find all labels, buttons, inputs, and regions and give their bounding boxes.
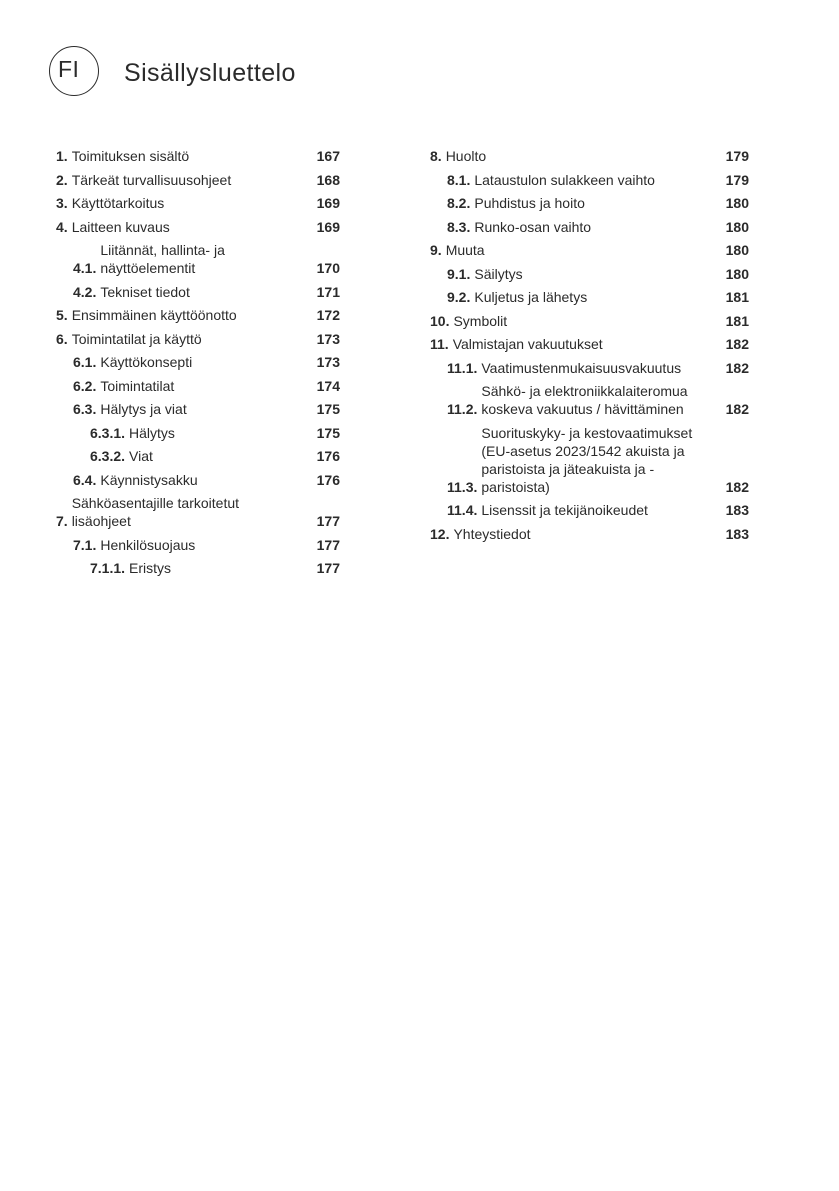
toc-entry[interactable] [430,241,749,259]
toc-entry-page: 175 [316,401,340,417]
toc-entry[interactable] [56,494,340,530]
toc-entry-page: 180 [725,195,749,211]
toc-entry-page: 182 [725,336,749,352]
toc-entry-page: 183 [725,502,749,518]
toc-entry-page: 179 [725,148,749,164]
toc-entry-title: Puhdistus ja hoito [474,195,585,211]
toc-entry[interactable] [430,312,749,330]
toc-entry[interactable] [430,194,749,212]
toc-entry[interactable] [56,171,340,189]
toc-entry-number: 7.1. [73,536,97,553]
toc-entry[interactable] [56,559,340,577]
toc-entry-number: 6.2. [73,377,97,394]
toc-column-left [56,147,340,583]
toc-entry[interactable] [56,353,340,371]
toc-entry[interactable] [56,330,340,348]
toc-entry-page: 175 [316,424,340,441]
toc-entry-title: Runko-osan vaihto [474,218,592,235]
toc-entry-page: 169 [316,218,340,235]
toc-entry-page: 182 [725,478,749,495]
toc-entry[interactable] [56,241,340,277]
toc-entry-page: 177 [316,536,340,553]
toc-entry-page: 177 [316,560,340,576]
toc-entry-title: Laitteen kuvaus [71,218,170,235]
toc-entry-page: 181 [725,312,749,329]
toc-entry-page: 171 [316,283,340,300]
toc-entry[interactable] [56,306,340,324]
toc-entry-number: 7. [56,513,68,529]
toc-entry-number: 6.3.2. [90,448,126,464]
toc-entry-number: 4.2. [73,283,97,300]
toc-entry[interactable] [430,147,749,165]
toc-entry-number: 6.4. [73,471,97,488]
toc-entry-page: 169 [316,195,340,211]
toc-entry-title: Toimintatilat ja käyttö [71,330,202,347]
toc-entry[interactable] [56,377,340,395]
toc-entry-page: 173 [316,354,340,370]
toc-entry-title: Ensimmäinen käyttöönotto [71,307,237,323]
toc-entry-number: 4.1. [73,260,97,276]
toc-entry[interactable] [430,288,749,306]
toc-entry-page: 173 [316,330,340,347]
toc-entry-number: 5. [56,307,68,323]
toc-entry-title: Viat [129,448,153,464]
toc-entry-number: 8. [430,148,442,164]
toc-entry-title: Toimituksen sisältö [71,148,190,164]
language-code: FI [58,56,80,82]
toc-entry-number: 4. [56,218,68,235]
toc-entry-number: 6.3. [73,401,97,417]
toc-entry[interactable] [56,447,340,465]
toc-entry-title: Eristys [129,560,172,576]
toc-entry-number: 2. [56,171,68,188]
toc-entry-number: 1. [56,148,68,164]
toc-entry[interactable] [56,424,340,442]
toc-entry-number: 9.2. [447,289,471,305]
toc-entry[interactable] [56,283,340,301]
toc-entry-title: Huolto [445,148,487,164]
toc-entry-number: 10. [430,312,450,329]
toc-entry-number: 11.4. [447,502,478,518]
toc-entry-title: Sähköasentajille tarkoitetut lisäohjeet [71,495,240,529]
toc-entry-page: 167 [316,148,340,164]
toc-entry-page: 176 [316,448,340,464]
toc-entry-page: 180 [725,218,749,235]
toc-entry-page: 176 [316,471,340,488]
toc-entry[interactable] [56,400,340,418]
toc-entry-page: 168 [316,171,340,188]
toc-entry[interactable] [56,147,340,165]
toc-entry-title: Suorituskyky- ja kestovaatimukset (EU-asetus 2023/1542 akuista ja paristoista ja jäteakuista ja - paristoista) [481,424,693,495]
toc-entry-title: Kuljetus ja lähetys [474,289,588,305]
toc-entry-title: Käyttötarkoitus [71,195,165,211]
toc-entry-number: 9. [430,242,442,258]
toc-entry[interactable] [56,471,340,489]
toc-entry-title: Hälytys ja viat [100,401,187,417]
toc-entry-title: Käynnistysakku [100,471,198,488]
toc-entry-number: 12. [430,525,450,542]
toc-entry[interactable] [430,359,749,377]
toc-entry-title: Lisenssit ja tekijänoikeudet [481,502,648,518]
toc-entry[interactable] [56,218,340,236]
toc-entry-page: 172 [316,307,340,323]
toc-entry[interactable] [430,525,749,543]
toc-entry-title: Tekniset tiedot [100,283,190,300]
toc-entry-number: 11.2. [447,401,478,417]
toc-entry-page: 182 [725,359,749,376]
page-title: Sisällysluettelo [124,59,296,87]
toc-entry-title: Valmistajan vakuutukset [452,336,603,352]
toc-entry-number: 8.1. [447,171,471,188]
toc-entry-number: 7.1.1. [90,560,126,576]
toc-entry-number: 9.1. [447,265,471,282]
toc-entry-title: Yhteystiedot [453,525,531,542]
toc-entry-title: Toimintatilat [100,377,175,394]
toc-entry-page: 177 [316,513,340,529]
toc-entry-page: 183 [725,525,749,542]
toc-entry-title: Hälytys [129,424,175,441]
toc-entry-number: 11.3. [447,478,478,495]
toc-entry[interactable] [430,501,749,519]
toc-entry-number: 11. [430,336,449,352]
toc-entry-title: Symbolit [453,312,508,329]
toc-entry-page: 179 [725,171,749,188]
toc-entry-title: Lataustulon sulakkeen vaihto [474,171,655,188]
toc-entry-title: Henkilösuojaus [100,536,196,553]
toc-entry-page: 180 [725,265,749,282]
toc-entry-title: Liitännät, hallinta- ja näyttöelementit [100,242,225,276]
toc-entry-number: 8.3. [447,218,471,235]
toc-entry-page: 182 [725,401,749,417]
toc-entry[interactable] [430,424,749,496]
toc-entry-page: 170 [316,260,340,276]
toc-entry[interactable] [430,335,749,353]
toc-entry[interactable] [56,536,340,554]
toc-entry[interactable] [430,171,749,189]
toc-entry-title: Muuta [445,242,485,258]
toc-entry[interactable] [430,218,749,236]
toc-entry[interactable] [430,382,749,418]
toc-entry-page: 174 [316,377,340,394]
toc-column-right [430,147,749,548]
toc-entry-number: 11.1. [447,359,478,376]
toc-entry-title: Sähkö- ja elektroniikkalaiteromua koskeva vakuutus / hävittäminen [481,383,688,417]
toc-entry-title: Käyttökonsepti [100,354,193,370]
toc-entry[interactable] [56,194,340,212]
toc-entry-number: 6.3.1. [90,424,126,441]
toc-entry-title: Tärkeät turvallisuusohjeet [71,171,232,188]
toc-entry-title: Vaatimustenmukaisuusvakuutus [481,359,682,376]
toc-entry-page: 180 [725,242,749,258]
language-badge [49,46,99,96]
toc-entry-page: 181 [725,289,749,305]
toc-entry-title: Säilytys [474,265,523,282]
toc-entry-number: 6.1. [73,354,97,370]
toc-entry-number: 3. [56,195,68,211]
toc-entry-number: 6. [56,330,68,347]
toc-entry-number: 8.2. [447,195,471,211]
toc-entry[interactable] [430,265,749,283]
